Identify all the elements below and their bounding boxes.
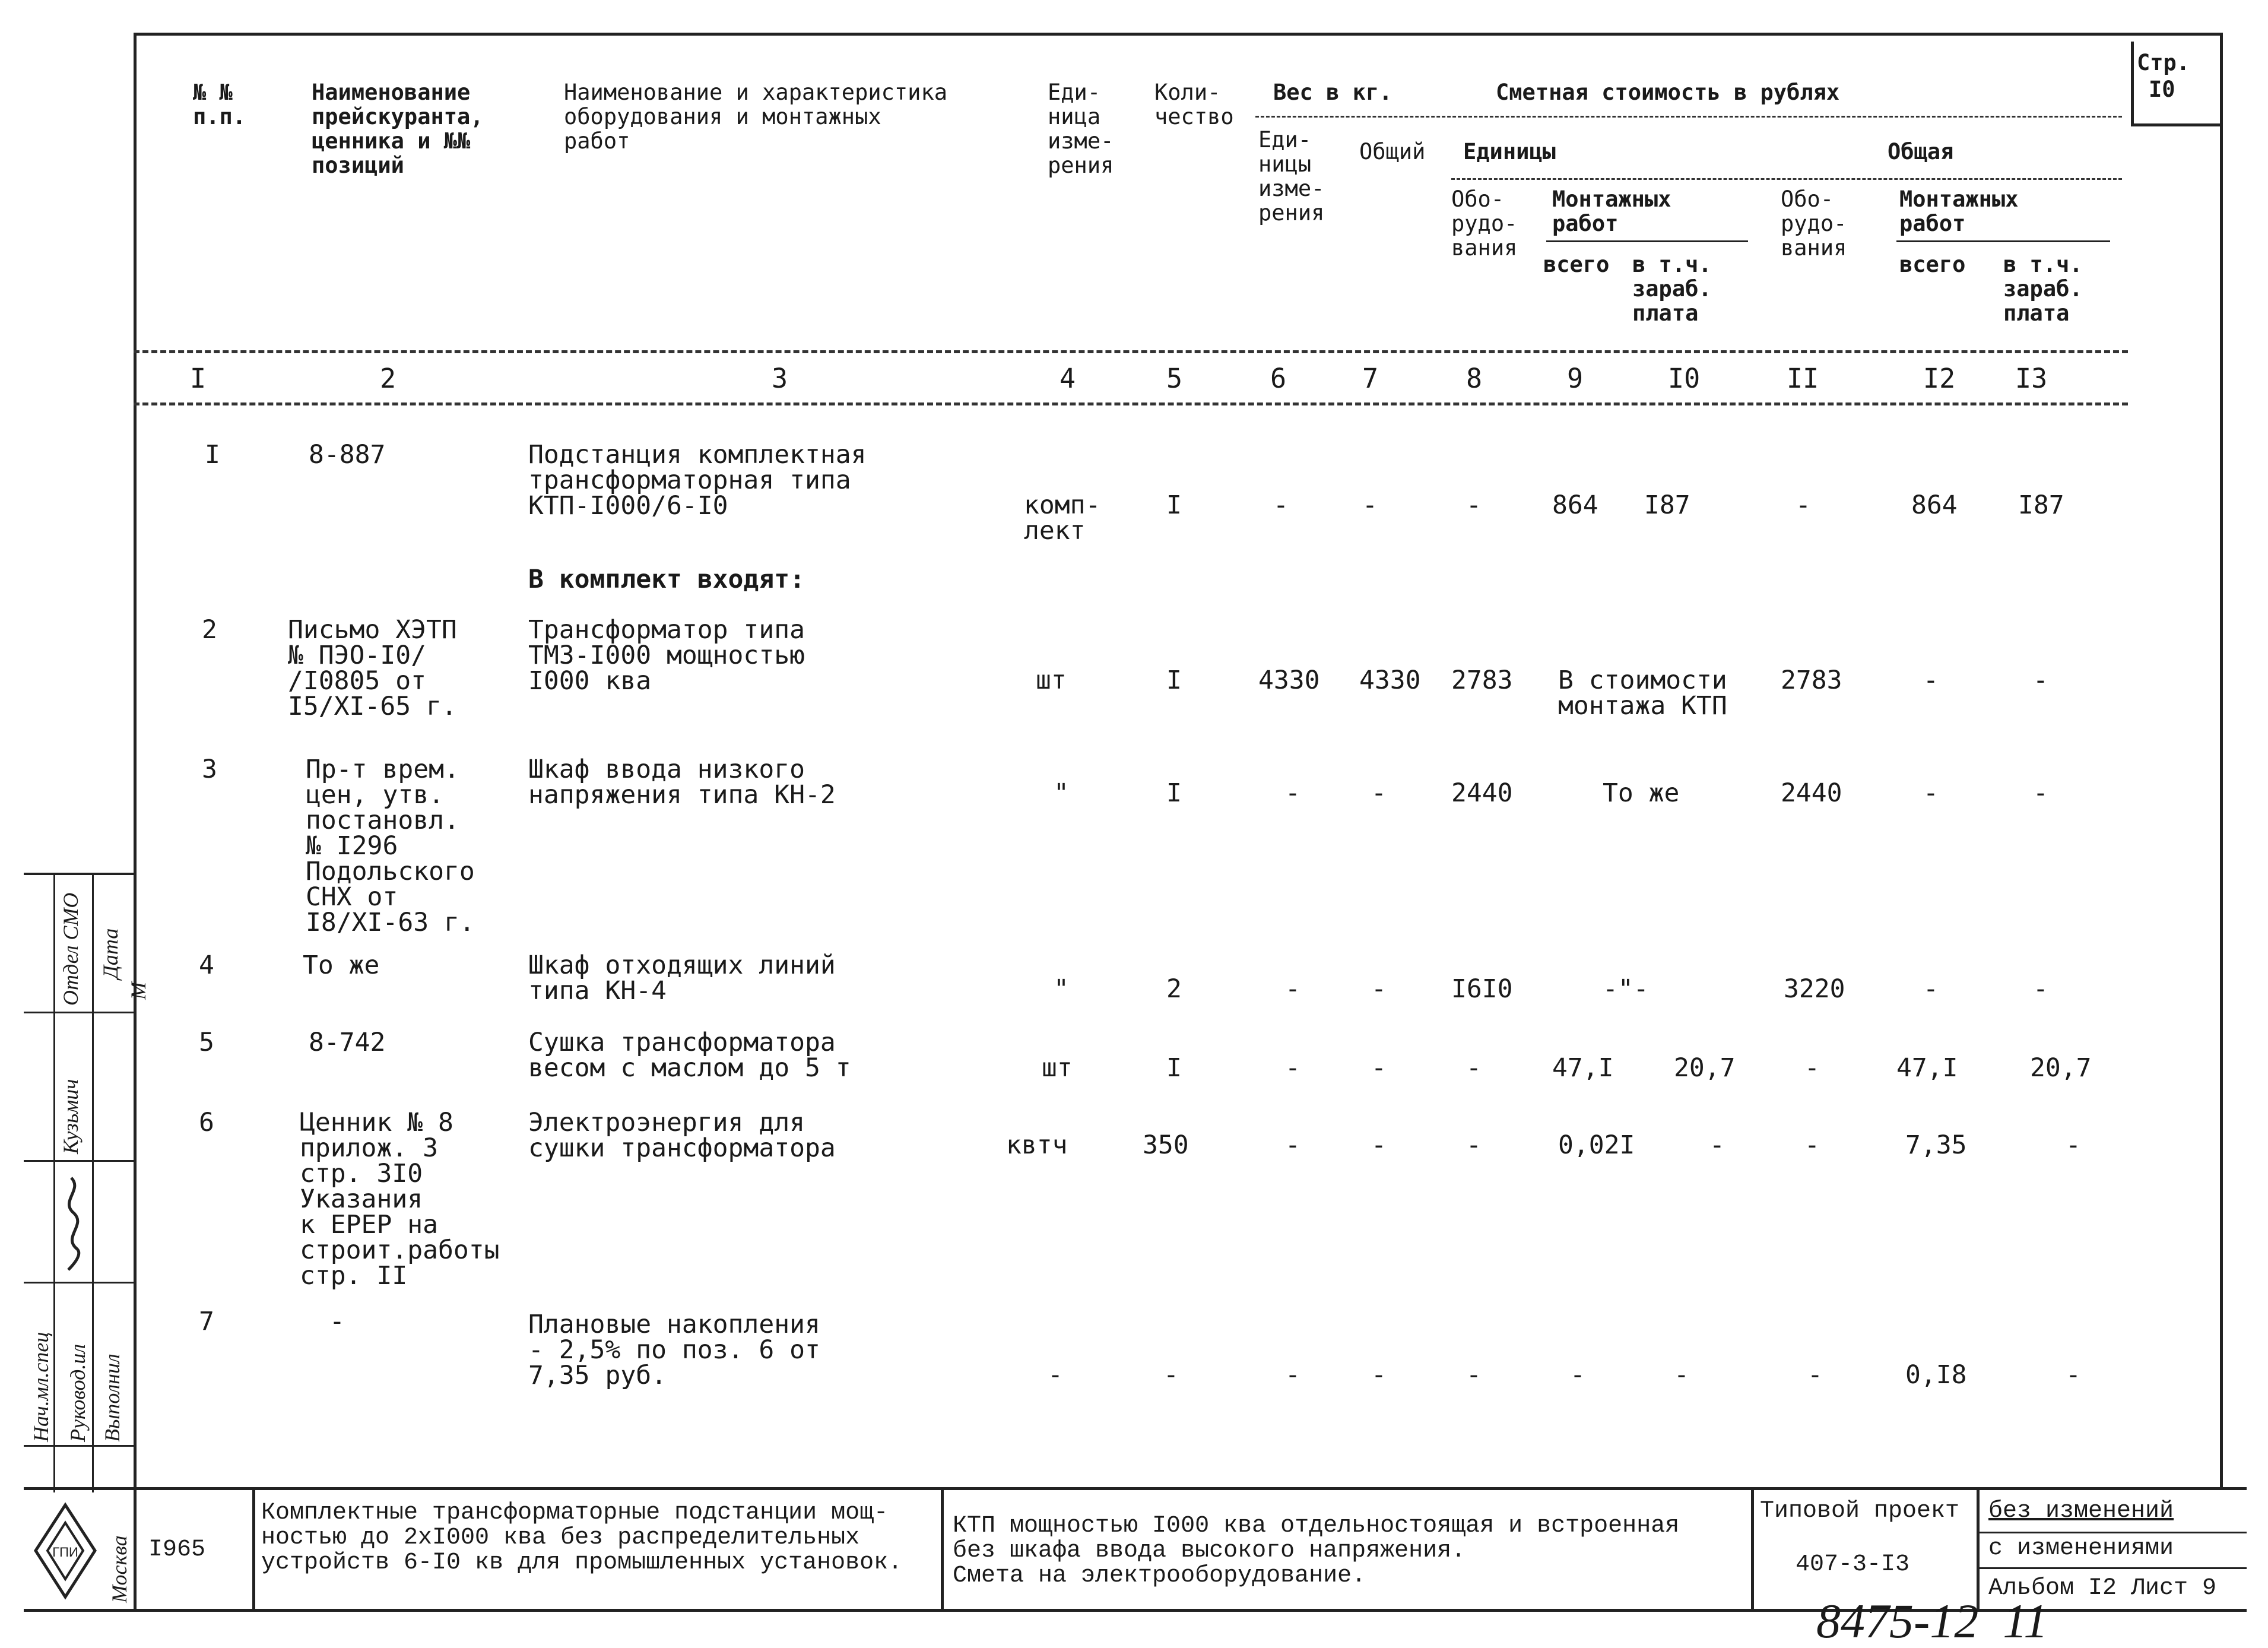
row7-w-unit: - bbox=[1285, 1360, 1300, 1390]
row2-eq-unit: 2783 bbox=[1451, 665, 1513, 695]
row7-eq-unit: - bbox=[1466, 1360, 1482, 1390]
gpi-logo-icon bbox=[33, 1502, 98, 1600]
row6-mt-wage: - bbox=[1709, 1130, 1725, 1160]
colnum-1: I bbox=[190, 363, 207, 394]
row4-tot-wage: - bbox=[2033, 974, 2048, 1004]
header-price-list: Наименование прейскуранта, ценника и №№ позиций bbox=[312, 80, 484, 178]
left-border bbox=[134, 33, 137, 1487]
header-wage-unit: в т.ч. зараб. плата bbox=[1632, 252, 1712, 326]
header-quantity: Коли- чество bbox=[1154, 80, 1234, 129]
title-block bbox=[24, 1487, 2247, 1612]
footer-year: I965 bbox=[148, 1536, 206, 1563]
row7-name: Плановые накопления - 2,5% по поз. 6 от 7,35 руб. bbox=[528, 1310, 820, 1390]
row6-eq-unit: - bbox=[1466, 1130, 1482, 1160]
header-cost-unit: Единицы bbox=[1463, 139, 1556, 164]
colnum-8: 8 bbox=[1466, 363, 1483, 394]
header-unit: Еди- ница изме- рения bbox=[1048, 80, 1114, 178]
row4-no: 4 bbox=[199, 950, 214, 980]
row1-w-unit: - bbox=[1273, 490, 1289, 520]
stamp-city: Москва bbox=[107, 1535, 131, 1603]
row2-w-unit: 4330 bbox=[1258, 665, 1320, 695]
footer-project-no: 407-3-I3 bbox=[1796, 1551, 1910, 1578]
row4-eq-unit: I6I0 bbox=[1451, 974, 1513, 1004]
row7-w-total: - bbox=[1371, 1360, 1387, 1390]
footer-no-changes: без изменений bbox=[1988, 1498, 2174, 1525]
header-row-no: № № п.п. bbox=[193, 80, 246, 129]
row5-code: 8-742 bbox=[309, 1028, 386, 1057]
row3-tot-all: - bbox=[1923, 778, 1939, 808]
mount-total-rule bbox=[1896, 240, 2110, 242]
colnum-12: I2 bbox=[1923, 363, 1956, 394]
stamp-date: Дата bbox=[99, 928, 122, 979]
row7-code: - bbox=[329, 1307, 345, 1336]
header-weight-unit: Еди- ницы изме- рения bbox=[1258, 127, 1325, 226]
page-number: I0 bbox=[2149, 77, 2175, 102]
row3-qty: I bbox=[1166, 778, 1182, 808]
row3-w-unit: - bbox=[1285, 778, 1300, 808]
row7-no: 7 bbox=[199, 1307, 214, 1336]
footer-title-main: Комплектные трансформаторные подстанции мощ- ностью до 2хI000 ква без распределительных устройств 6-I0 кв для промышленных установок. bbox=[261, 1500, 903, 1576]
stamp-name: Кузьмич bbox=[59, 1079, 83, 1154]
colnum-4: 4 bbox=[1060, 363, 1076, 394]
row6-w-total: - bbox=[1371, 1130, 1387, 1160]
row1-unit: комп- лект bbox=[1024, 490, 1101, 546]
row6-tot-wage: - bbox=[2066, 1130, 2081, 1160]
header-dash-2 bbox=[1451, 178, 2122, 180]
header-wage-total: в т.ч. зараб. плата bbox=[2003, 252, 2083, 326]
row4-unit: " bbox=[1054, 974, 1069, 1004]
colnum-13: I3 bbox=[2015, 363, 2048, 394]
header-all-total: всего bbox=[1899, 252, 1966, 277]
row1-mt-wage: I87 bbox=[1644, 490, 1690, 520]
row2-unit: шт bbox=[1036, 665, 1067, 695]
row4-name: Шкаф отходящих линий типа КН-4 bbox=[528, 950, 836, 1006]
side-stamp bbox=[24, 873, 150, 1492]
row5-unit: шт bbox=[1042, 1053, 1073, 1083]
row5-w-unit: - bbox=[1285, 1053, 1300, 1083]
row3-code: Пр-т врем. цен, утв. постановл. № I296 Подольского СНХ от I8/XI-63 г. bbox=[306, 755, 475, 937]
row2-eq-total: 2783 bbox=[1781, 665, 1842, 695]
colnum-2: 2 bbox=[380, 363, 396, 394]
row3-eq-total: 2440 bbox=[1781, 778, 1842, 808]
row6-qty: 350 bbox=[1143, 1130, 1189, 1160]
header-weight-total: Общий bbox=[1359, 139, 1426, 164]
row1-tot-all: 864 bbox=[1911, 490, 1958, 520]
row5-mt-wage: 20,7 bbox=[1674, 1053, 1736, 1083]
row6-tot-all: 7,35 bbox=[1905, 1130, 1967, 1160]
stamp-head: Нач.мл.спец bbox=[29, 1332, 53, 1442]
row1-qty: I bbox=[1166, 490, 1182, 520]
colnum-11: II bbox=[1787, 363, 1819, 394]
row4-code: То же bbox=[303, 950, 380, 980]
row1-mt-all: 864 bbox=[1552, 490, 1598, 520]
row1-no: I bbox=[205, 440, 220, 470]
row4-tot-all: - bbox=[1923, 974, 1939, 1004]
row7-mt-all: - bbox=[1570, 1360, 1585, 1390]
row3-mt-all: То же bbox=[1603, 778, 1680, 808]
row5-tot-all: 47,I bbox=[1896, 1053, 1958, 1083]
row5-eq-unit: - bbox=[1466, 1053, 1482, 1083]
row1-name: Подстанция комплектная трансформаторная типа КТП-I000/6-I0 bbox=[528, 440, 867, 521]
page-box-bottom bbox=[2131, 123, 2220, 126]
row3-name: Шкаф ввода низкого напряжения типа КН-2 bbox=[528, 755, 836, 810]
colnum-5: 5 bbox=[1166, 363, 1183, 394]
row3-unit: " bbox=[1054, 778, 1069, 808]
footer-project-label: Типовой проект bbox=[1760, 1498, 1960, 1525]
header-mount-total: Монтажных работ bbox=[1899, 186, 2019, 236]
mount-unit-rule bbox=[1546, 240, 1748, 242]
header-dash-1 bbox=[1255, 116, 2122, 118]
row2-w-total: 4330 bbox=[1359, 665, 1421, 695]
row7-unit: - bbox=[1048, 1360, 1063, 1390]
right-border bbox=[2220, 33, 2223, 1487]
header-mount-unit: Монтажных работ bbox=[1552, 186, 1671, 236]
row6-no: 6 bbox=[199, 1108, 214, 1137]
row2-code: Письмо ХЭТП № ПЭО-I0/ /I0805 от I5/XI-65 г. bbox=[288, 615, 457, 721]
row7-mt-wage: - bbox=[1674, 1360, 1689, 1390]
row2-no: 2 bbox=[202, 615, 217, 645]
row6-name: Электроэнергия для сушки трансформатора bbox=[528, 1108, 836, 1163]
row7-tot-all: 0,I8 bbox=[1905, 1360, 1967, 1390]
signature bbox=[53, 1172, 92, 1273]
row4-w-unit: - bbox=[1285, 974, 1300, 1004]
row5-w-total: - bbox=[1371, 1053, 1387, 1083]
header-cost-total: Общая bbox=[1888, 139, 1954, 164]
row6-mt-all: 0,02I bbox=[1558, 1130, 1635, 1160]
stamp-lead: Руковод.ил bbox=[66, 1343, 90, 1442]
row3-no: 3 bbox=[202, 755, 217, 784]
page-box-left bbox=[2131, 42, 2134, 125]
footer-with-changes: с изменениями bbox=[1988, 1535, 2174, 1562]
page-label: Стр. bbox=[2137, 50, 2190, 75]
row4-mt-all: -"- bbox=[1603, 974, 1649, 1004]
colnum-dash-bottom bbox=[134, 403, 2128, 405]
row2-qty: I bbox=[1166, 665, 1182, 695]
row1-eq-unit: - bbox=[1466, 490, 1482, 520]
row2-tot-wage: - bbox=[2033, 665, 2048, 695]
row6-eq-total: - bbox=[1804, 1130, 1820, 1160]
row7-eq-total: - bbox=[1807, 1360, 1823, 1390]
row1-eq-total: - bbox=[1796, 490, 1811, 520]
row3-w-total: - bbox=[1371, 778, 1387, 808]
footer-album: Альбом I2 Лист 9 bbox=[1988, 1575, 2217, 1602]
row1-w-total: - bbox=[1362, 490, 1378, 520]
row7-tot-wage: - bbox=[2066, 1360, 2081, 1390]
row5-eq-total: - bbox=[1804, 1053, 1820, 1083]
header-equip-total: Обо- рудо- вания bbox=[1781, 186, 1847, 261]
row2-name: Трансформатор типа ТМЗ-I000 мощностью I000 ква bbox=[528, 615, 805, 696]
row1-code: 8-887 bbox=[309, 440, 386, 470]
row1-tot-wage: I87 bbox=[2018, 490, 2064, 520]
row3-eq-unit: 2440 bbox=[1451, 778, 1513, 808]
stamp-dept: Отдел СМО bbox=[59, 892, 83, 1006]
row4-eq-total: 3220 bbox=[1784, 974, 1845, 1004]
header-weight: Вес в кг. bbox=[1273, 80, 1392, 105]
row5-name: Сушка трансформатора весом с маслом до 5 т bbox=[528, 1028, 851, 1083]
row5-tot-wage: 20,7 bbox=[2030, 1053, 2092, 1083]
top-border bbox=[134, 33, 2223, 36]
row4-qty: 2 bbox=[1166, 974, 1182, 1004]
row6-code: Ценник № 8 прилож. 3 стр. 3I0 Указания к ЕРЕР на строит.работы стр. II bbox=[300, 1108, 500, 1291]
header-all-unit: всего bbox=[1543, 252, 1610, 277]
colnum-3: 3 bbox=[772, 363, 788, 394]
handwritten-number: 8475-12 11 bbox=[1816, 1594, 2048, 1648]
footer-title-sub: КТП мощностью I000 ква отдельностоящая и встроенная без шкафа ввода высокого напряжения. Смета на электрооборудование. bbox=[953, 1513, 1680, 1589]
row7-qty: - bbox=[1163, 1360, 1179, 1390]
row5-mt-all: 47,I bbox=[1552, 1053, 1614, 1083]
colnum-6: 6 bbox=[1270, 363, 1287, 394]
colnum-7: 7 bbox=[1362, 363, 1379, 394]
stamp-exec: Выполнил bbox=[100, 1354, 124, 1442]
row6-unit: квтч bbox=[1006, 1130, 1068, 1160]
row5-no: 5 bbox=[199, 1028, 214, 1057]
row6-w-unit: - bbox=[1285, 1130, 1300, 1160]
row2-tot-all: - bbox=[1923, 665, 1939, 695]
header-description: Наименование и характеристика оборудования и монтажных работ bbox=[564, 80, 948, 154]
stamp-m: М bbox=[126, 982, 150, 1000]
row4-w-total: - bbox=[1371, 974, 1387, 1004]
kit-includes-label: В комплект входят: bbox=[528, 565, 805, 594]
row5-qty: I bbox=[1166, 1053, 1182, 1083]
colnum-10: I0 bbox=[1668, 363, 1701, 394]
row2-mt-all: В стоимости монтажа КТП bbox=[1558, 665, 1727, 721]
row3-tot-wage: - bbox=[2033, 778, 2048, 808]
header-equip-unit: Обо- рудо- вания bbox=[1451, 186, 1518, 261]
svg-text:ГПИ: ГПИ bbox=[52, 1545, 78, 1560]
header-cost: Сметная стоимость в рублях bbox=[1496, 80, 1840, 105]
colnum-9: 9 bbox=[1567, 363, 1584, 394]
colnum-dash-top bbox=[134, 350, 2128, 353]
